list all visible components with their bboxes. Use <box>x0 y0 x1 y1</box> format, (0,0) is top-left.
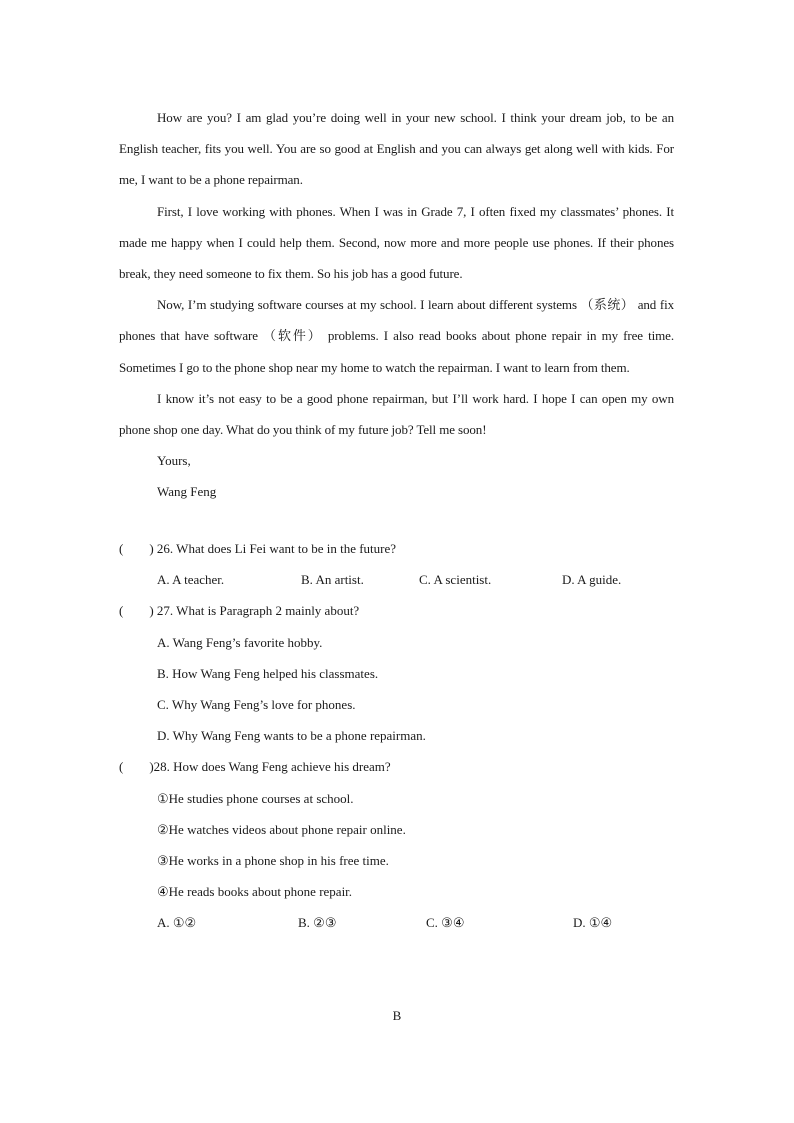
option-b: B. How Wang Feng helped his classmates. <box>157 665 379 681</box>
option-row <box>119 907 679 938</box>
option-a: A. ①② <box>157 915 197 931</box>
letter-body <box>119 102 674 508</box>
question-stem: ( )28. How does Wang Feng achieve his dream? <box>119 759 391 775</box>
question-list <box>119 533 679 939</box>
letter-closing: Yours, <box>157 453 191 469</box>
option-b: B. ②③ <box>298 915 337 931</box>
option-d: D. A guide. <box>562 572 622 588</box>
statement-4: ④He reads books about phone repair. <box>157 884 353 900</box>
statement-2: ②He watches videos about phone repair online. <box>157 821 406 837</box>
option-c: C. ③④ <box>426 915 465 931</box>
question-27 <box>119 595 679 751</box>
option-a: A. Wang Feng’s favorite hobby. <box>157 634 323 650</box>
question-stem: ( ) 26. What does Li Fei want to be in the future? <box>119 541 397 556</box>
statement-1: ①He studies phone courses at school. <box>157 790 354 806</box>
option-c: C. A scientist. <box>419 572 492 588</box>
letter-paragraph-3: Now, I’m studying software courses at my school. I learn about different systems （系统） and fix phones that have software （软件） problems. I also read books about phone repair in my free time. Sometimes I go to the phone shop near my home to watch the repairman. I want to learn from them. <box>119 297 674 375</box>
question-28 <box>119 751 679 938</box>
option-d: D. Why Wang Feng wants to be a phone repairman. <box>157 728 426 744</box>
letter-paragraph-2: First, I love working with phones. When I was in Grade 7, I often fixed my classmates’ phones. It made me happy when I could help them. Second, now more and more people use phones. If their phones break, they need someone to fix them. So his job has a good future. <box>119 203 674 282</box>
letter-paragraph-1: How are you? I am glad you’re doing well in your new school. I think your dream job, to be an English teacher, fits you well. You are so good at English and you can always get along well with kids. For me, I want to be a phone repairman. <box>119 110 674 188</box>
letter-paragraph-4: I know it’s not easy to be a good phone repairman, but I’ll work hard. I hope I can open my own phone shop one day. What do you think of my future job? Tell me soon! <box>119 390 674 438</box>
option-b: B. An artist. <box>301 572 364 588</box>
statement-3: ③He works in a phone shop in his free time. <box>157 853 389 869</box>
option-a: A. A teacher. <box>157 572 225 588</box>
question-26 <box>119 533 679 595</box>
letter-signature: Wang Feng <box>157 484 217 500</box>
question-stem: ( ) 27. What is Paragraph 2 mainly about? <box>119 603 360 619</box>
option-row <box>119 564 679 595</box>
section-label: B <box>392 1008 402 1023</box>
option-c: C. Why Wang Feng’s love for phones. <box>157 697 356 713</box>
option-d: D. ①④ <box>573 915 613 931</box>
